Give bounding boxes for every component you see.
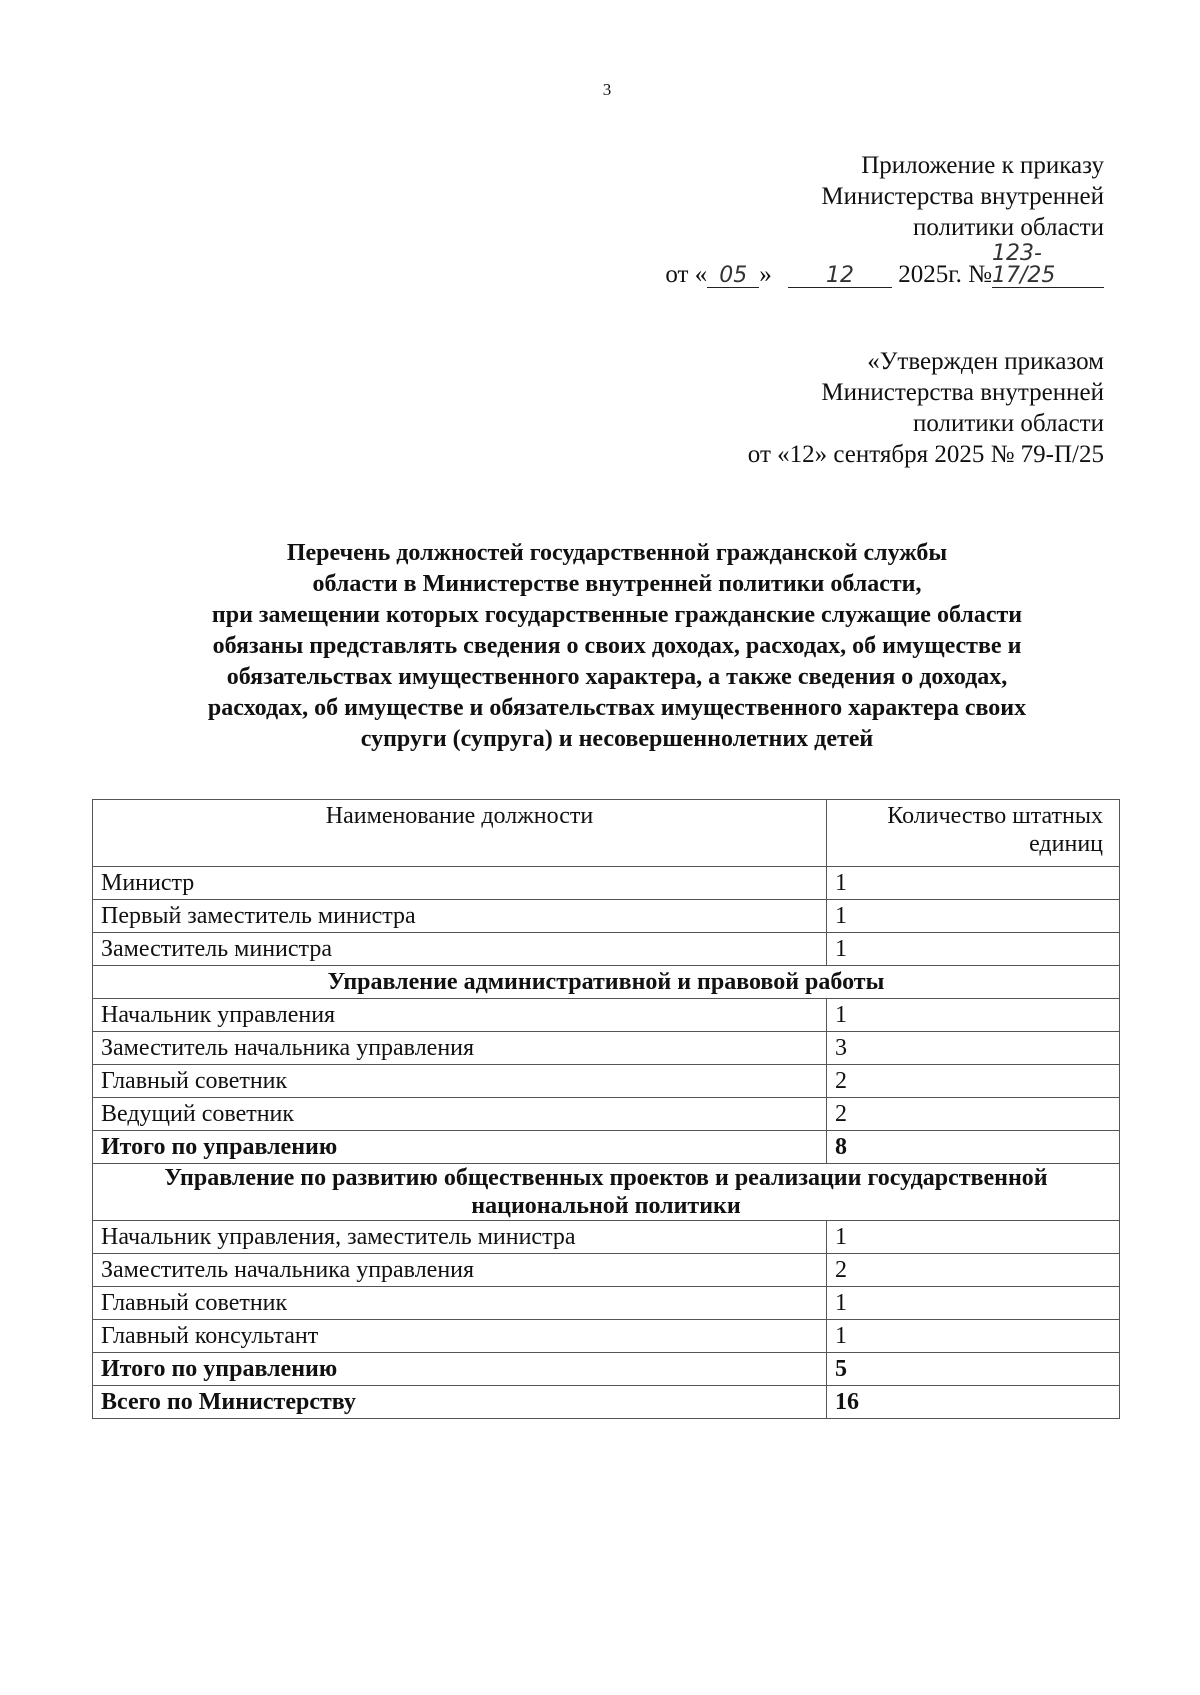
- count-cell: 2: [827, 1254, 1120, 1287]
- count-cell: 1: [827, 1287, 1120, 1320]
- table-row: [93, 900, 1120, 933]
- appendix-block: [665, 150, 1104, 290]
- count-cell: 3: [827, 1032, 1120, 1065]
- title-line: супруги (супруга) и несовершеннолетних детей: [360, 726, 874, 752]
- count-cell: 1: [827, 1221, 1120, 1254]
- page-number: 3: [602, 80, 612, 99]
- section-title: Управление по развитию общественных проектов и реализации государственной национальной политики: [93, 1164, 1120, 1221]
- position-cell: Итого по управлению: [93, 1353, 827, 1386]
- position-cell: Главный советник: [93, 1287, 827, 1320]
- approved-line-4: от «12» сентября 2025 № 79-П/25: [747, 441, 1104, 468]
- order-number-handwritten: 123-17/25: [992, 243, 1104, 288]
- section-header-row: [93, 966, 1120, 999]
- count-cell: 16: [827, 1386, 1120, 1419]
- position-cell: Министр: [93, 867, 827, 900]
- position-cell: Главный консультант: [93, 1320, 827, 1353]
- count-cell: 1: [827, 999, 1120, 1032]
- count-cell: 1: [827, 867, 1120, 900]
- position-cell: Всего по Министерству: [93, 1386, 827, 1419]
- title-line: области в Министерстве внутренней политики области,: [312, 571, 922, 597]
- position-cell: Начальник управления: [93, 999, 827, 1032]
- title-line: обязательствах имущественного характера, а также сведения о доходах,: [226, 664, 1008, 690]
- table-row: [93, 1320, 1120, 1353]
- table-row: [93, 1032, 1120, 1065]
- position-cell: Главный советник: [93, 1065, 827, 1098]
- total-row: [93, 1131, 1120, 1164]
- count-cell: 1: [827, 933, 1120, 966]
- total-row: [93, 1353, 1120, 1386]
- appendix-date-line: [665, 243, 1104, 290]
- title-line: расходах, об имуществе и обязательствах имущественного характера своих: [207, 695, 1027, 721]
- count-cell: 2: [827, 1098, 1120, 1131]
- count-cell: 1: [827, 900, 1120, 933]
- date-close: »: [759, 261, 772, 288]
- position-cell: Заместитель начальника управления: [93, 1032, 827, 1065]
- approved-line-3: политики области: [912, 410, 1104, 437]
- appendix-line-1: Приложение к приказу: [861, 152, 1104, 179]
- position-cell: Начальник управления, заместитель министра: [93, 1221, 827, 1254]
- date-prefix: от «: [665, 261, 708, 288]
- table-row: [93, 867, 1120, 900]
- date-month-handwritten: 12: [788, 265, 892, 288]
- date-day-handwritten: 05: [707, 265, 759, 288]
- appendix-line-2: Министерства внутренней: [821, 183, 1104, 210]
- section-header-row: [93, 1164, 1120, 1221]
- approved-line-1: «Утвержден приказом: [867, 348, 1104, 375]
- positions-table-body: [93, 800, 1120, 1419]
- positions-table: [92, 799, 1120, 1419]
- total-row: [93, 1386, 1120, 1419]
- position-cell: Заместитель министра: [93, 933, 827, 966]
- table-header-row: [93, 800, 1120, 867]
- table-row: [93, 1098, 1120, 1131]
- count-cell: 8: [827, 1131, 1120, 1164]
- title-line: при замещении которых государственные гражданские служащие области: [211, 602, 1023, 628]
- approved-line-2: Министерства внутренней: [821, 379, 1104, 406]
- document-title: [82, 538, 1152, 755]
- position-cell: Ведущий советник: [93, 1098, 827, 1131]
- table-row: [93, 1221, 1120, 1254]
- position-cell: Итого по управлению: [93, 1131, 827, 1164]
- table-row: [93, 1287, 1120, 1320]
- title-line: Перечень должностей государственной гражданской службы: [286, 540, 948, 566]
- header-count: Количество штатных единиц: [827, 800, 1120, 867]
- appendix-line-3: политики области: [912, 214, 1104, 241]
- table-row: [93, 1065, 1120, 1098]
- position-cell: Заместитель начальника управления: [93, 1254, 827, 1287]
- table-row: [93, 999, 1120, 1032]
- header-position: Наименование должности: [93, 800, 827, 867]
- table-row: [93, 1254, 1120, 1287]
- position-cell: Первый заместитель министра: [93, 900, 827, 933]
- count-cell: 1: [827, 1320, 1120, 1353]
- title-line: обязаны представлять сведения о своих доходах, расходах, об имуществе и: [212, 633, 1022, 659]
- approved-block: [748, 346, 1104, 470]
- table-row: [93, 933, 1120, 966]
- count-cell: 2: [827, 1065, 1120, 1098]
- section-title: Управление административной и правовой работы: [93, 966, 1120, 999]
- count-cell: 5: [827, 1353, 1120, 1386]
- date-year: 2025г. №: [898, 261, 992, 288]
